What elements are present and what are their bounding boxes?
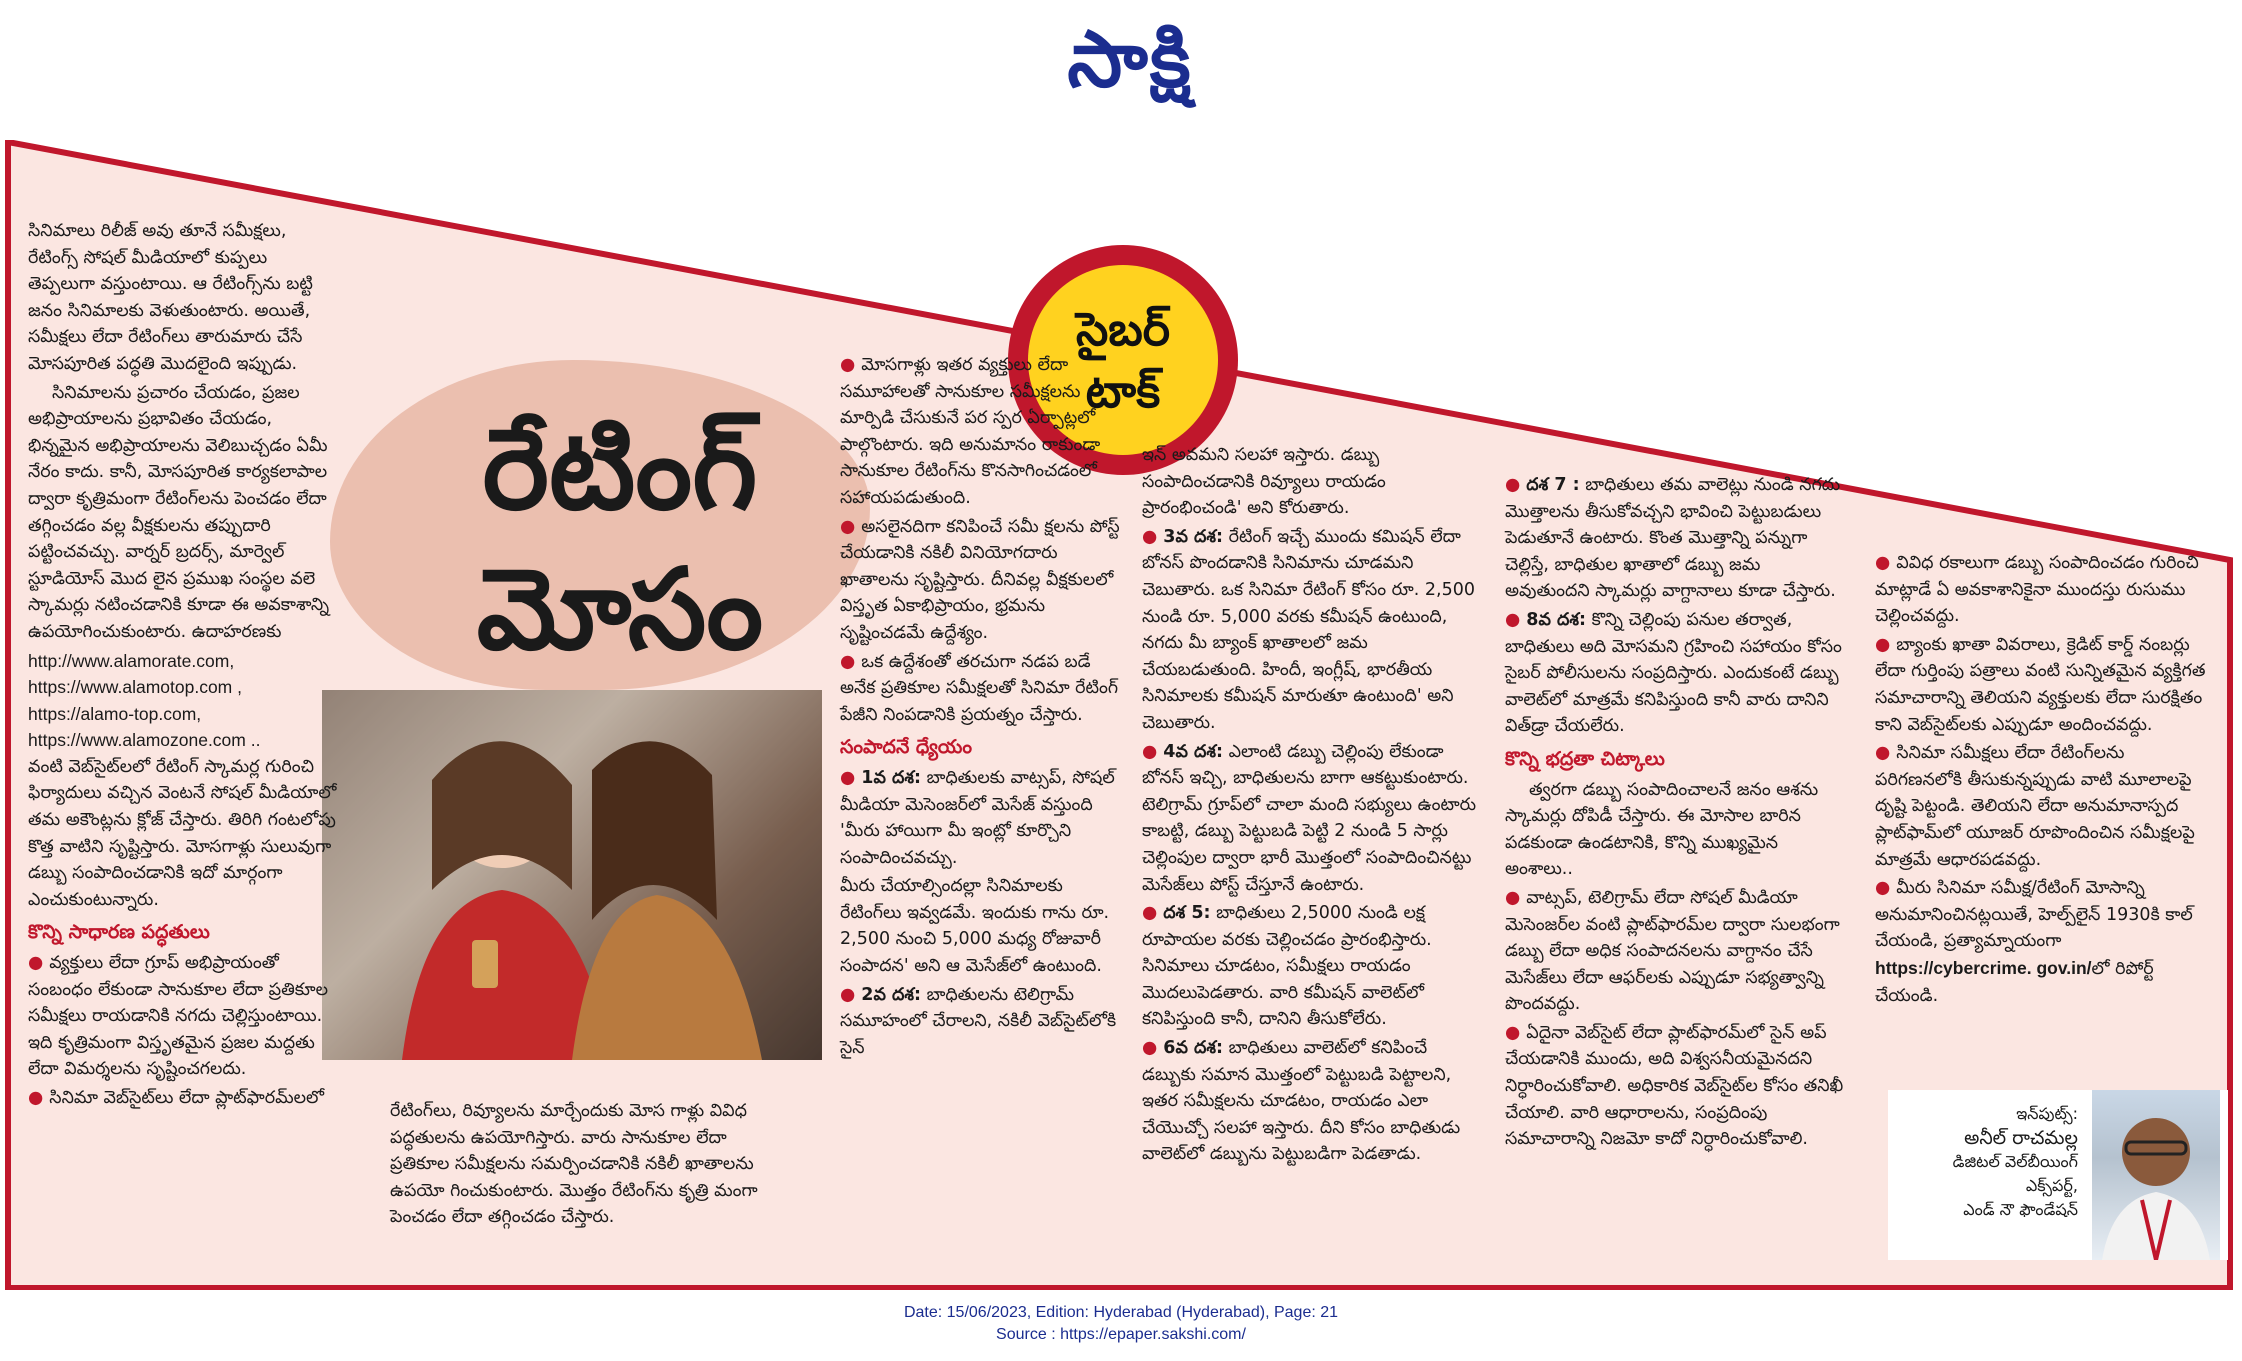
footer-date: Date: 15/06/2023, Edition: Hyderabad (Hyderabad), Page: 21: [903, 1304, 1339, 1321]
masthead-logo: సాక్షి: [1067, 15, 1193, 105]
step-item: మీరు చేయాల్సిందల్లా సినిమాలకు రేటింగ్‌లు ఇవ్వడమే. ఇందుకు గాను రూ. 2,500 నుంచి 5,000 మధ్య రోజువారీ సంపాదన' అని ఆ మెసేజ్‌లో ఉంటుంది.: [840, 876, 1110, 977]
step-item: ● దశ 7 : బాధితులు తమ వాలెట్లు నుండి నగదు మొత్తాలను తీసుకోవచ్చని భావించి పెట్టుబడులు పెడుతూనే ఉంటారు. కొంత మొత్తాన్ని పన్నుగా చెల్లిస్తే, బాధితుల ఖాతాలో డబ్బు జమ అవుతుందని స్కామర్లు వాగ్దానాలు కూడా చేస్తారు.: [1505, 475, 1841, 602]
bullet-item: ● వ్యక్తులు లేదా గ్రూప్ అభిప్రాయంతో సంబంధం లేకుండా సానుకూల లేదా ప్రతికూల సమీక్షలు రాయడానికి నగదు చెల్లిస్తుంటాయి. ఇది కృత్రిమంగా విస్తృతమైన ప్రజల మద్దతు లేదా విమర్శలను సృష్టించగలదు.: [28, 953, 328, 1080]
step-item: ● 4వ దశ: ఎలాంటి డబ్బు చెల్లింపు లేకుండా బోనస్ ఇచ్చి, బాధితులను బాగా ఆకట్టుకుంటారు. టెలిగ్రామ్ గ్రూప్‌లో చాలా మంది సభ్యులు ఉంటారు కాబట్టి, డబ్బు పెట్టుబడి పెట్టి 2 నుండి 5 సార్లు చెల్లింపుల ద్వారా భారీ మొత్తంలో సంపాదించినట్టు మెసేజ్‌లు పోస్ట్ చేస్తూనే ఉంటారు.: [1142, 741, 1477, 895]
column-2: [390, 1098, 770, 1233]
footer-source-url: Source : https://epaper.sakshi.com/: [996, 1326, 1246, 1343]
step-item: ● 6వ దశ: బాధితులు వాలెట్‌లో కనిపించే డబ్బుకు సమాన మొత్తంలో పెట్టుబడి పెట్టాలని, ఇతర సమీక్షలను చూడటం, రాయడం ఎలా చేయొచ్చో సలహా ఇస్తారు. దీని కోసం బాధితుడు వాలెట్‌లో డబ్బును పెట్టుబడిగా పెడతాడు.: [1142, 1038, 1461, 1165]
step-item: ఇన్ అవమని సలహా ఇస్తారు. డబ్బు సంపాదించడానికి రివ్యూలు రాయడం ప్రారంభించండి' అని కోరుతారు.: [1142, 445, 1386, 519]
author-photo: [2092, 1090, 2220, 1260]
author-credit: [1888, 1102, 2078, 1222]
bullet-item: ● వివిధ రకాలుగా డబ్బు సంపాదించడం గురించి మాట్లాడే ఏ అవకాశానికైనా ముందస్తు రుసుము చెల్లించవద్దు.: [1875, 553, 2199, 627]
footer-source: [0, 1302, 2242, 1346]
column-6: [1875, 550, 2215, 1011]
author-role: డిజిటల్ వెల్‌బీయింగ్: [1952, 1152, 2078, 1171]
step-item: ● దశ 5: బాధితులు 2,5000 నుండి లక్ష రూపాయల వరకు చెల్లించడం ప్రారంభిస్తారు. సినిమాలు చూడటం, సమీక్షలు రాయడం మొదలుపెడతారు. వారి కమీషన్ వాలెట్‌లో కనిపిస్తుంది కానీ, దానిని తీసుకోలేరు.: [1142, 903, 1432, 1030]
subheading-common-methods: కొన్ని సాధారణ పద్ధతులు: [28, 921, 210, 944]
bullet-item: ● మీరు సినిమా సమీక్ష/రేటింగ్ మోసాన్ని అనుమానించినట్లయితే, హెల్ప్‌లైన్ 1930కి కాల్ చేయండి, ప్రత్యామ్నాయంగా https://cybercrime. gov.in/లో రిపోర్ట్ చేయండి.: [1875, 878, 2193, 1006]
subheading-earning-goal: సంపాదనే ధ్యేయం: [840, 736, 972, 759]
author-name: అనీల్ రాచమల్ల: [1964, 1127, 2078, 1149]
bullet-item: ● మోసగాళ్లు ఇతర వ్యక్తులు లేదా సమూహాలతో సానుకూల సమీక్షలను మార్పిడి చేసుకునే పర స్పర ఏర్పాట్లలో పాల్గొంటారు. ఇది అనుమానం రాకుండా సానుకూల రేటింగ్‌ను కొనసాగించడంలో సహాయపడుతుంది.: [840, 355, 1101, 508]
url-1: http://www.alamorate.com,: [28, 650, 235, 671]
step-item: ● 3వ దశ: రేటింగ్ ఇచ్చే ముందు కమిషన్ లేదా బోనస్ పొందడానికి సినిమాను చూడమని చెబుతారు. ఒక సినిమా రేటింగ్ కోసం రూ. 2,500 నుండి రూ. 5,000 వరకు కమీషన్ ఉంటుంది, నగదు మీ బ్యాంక్ ఖాతాలలో జమ చేయబడుతుంది. హిందీ, ఇంగ్లీష్, భారతీయ సినిమాలకు కమీషన్ మారుతూ ఉంటుంది' అని చెబుతారు.: [1142, 526, 1475, 733]
step-item: ● 2వ దశ: బాధితులను టెలిగ్రామ్ సమూహంలో చేరాలని, నకిలీ వెబ్‌సైట్‌లోకి సైన్: [840, 984, 1117, 1058]
cybercrime-url: https://cybercrime. gov.in/: [1875, 957, 2092, 978]
author-org: ఎండ్ నౌ ఫౌండేషన్: [1963, 1200, 2078, 1219]
column-3: [840, 352, 1125, 1063]
bullet-item: ● వాట్సప్, టెలిగ్రామ్ లేదా సోషల్ మీడియా మెసెంజర్‌ల వంటి ప్లాట్‌ఫారమ్‌ల ద్వారా సులభంగా డబ్బు లేదా అధిక సంపాదనలను వాగ్దానం చేసే మెసేజ్‌లు లేదా ఆఫర్‌లకు ఎప్పుడూ సభ్యత్వాన్ని పొందవద్దు.: [1505, 887, 1840, 1015]
headline: [380, 400, 860, 680]
bullet-item: ● సినిమా వెబ్‌సైట్‌లు లేదా ప్లాట్‌ఫారమ్‌లలో: [28, 1088, 325, 1108]
article-photo: [322, 690, 822, 1060]
bullet-item: ● ఒక ఉద్దేశంతో తరచుగా నడప బడే అనేక ప్రతికూల సమీక్షలతో సినిమా రేటింగ్ పేజీని నింపడానికి ప్రయత్నం చేస్తారు.: [840, 651, 1119, 725]
badge-line2: టాక్: [1085, 364, 1161, 418]
step-item: ● 1వ దశ: బాధితులకు వాట్సప్, సోషల్ మీడియా మెసెంజర్‌లో మెసేజ్ వస్తుంది 'మీరు హాయిగా మీ ఇంట్లో కూర్చొని సంపాదించవచ్చు.: [840, 767, 1115, 868]
author-box: [1888, 1090, 2228, 1260]
column-1: [28, 218, 338, 1114]
url-2: https://www.alamotop.com ,: [28, 677, 242, 698]
subheading-safety-tips: కొన్ని భద్రతా చిట్కాలు: [1505, 747, 1665, 770]
paragraph-methods: రేటింగ్‌లు, రివ్యూలను మార్చేందుకు మోస గాళ్లు వివిధ పద్ధతులను ఉపయోగిస్తారు. వారు సానుకూల లేదా ప్రతికూల సమీక్షలను సమర్పించడానికి నకిలీ ఖాతాలను ఉపయో గించుకుంటారు. మొత్తం రేటింగ్‌ను కృత్రి మంగా పెంచడం లేదా తగ్గించడం చేస్తారు.: [390, 1101, 758, 1228]
url-4: https://www.alamozone.com ..: [28, 730, 261, 751]
bullet-item: ● అసలైనదిగా కనిపించే సమీ క్షలను పోస్ట్ చేయడానికి నకిలీ వినియోగదారు ఖాతాలను సృష్టిస్తారు. దీనివల్ల వీక్షకులలో విస్తృత ఏకాభిప్రాయం, భ్రమను సృష్టించడమే ఉద్దేశ్యం.: [840, 516, 1120, 643]
url-3: https://alamo-top.com,: [28, 703, 202, 724]
intro-paragraph: సినిమాలు రిలీజ్ అవు తూనే సమీక్షలు, రేటింగ్స్ సోషల్ మీడియాలో కుప్పలు తెప్పలుగా వస్తుంటాయి. ఆ రేటింగ్స్‌ను బట్టి జనం సినిమాలకు వెళుతుంటారు. అయితే, సమీక్షలు లేదా రేటింగ్‌లు తారుమారు చేసే మోసపూరిత పద్ధతి మొదలైంది ఇప్పుడు.: [28, 221, 313, 374]
safety-intro: త్వరగా డబ్బు సంపాదించాలనే జనం ఆశను స్కామర్లు దోపిడీ చేస్తారు. ఈ మోసాల బారిన పడకుండా ఉండటానికి, కొన్ని ముఖ్యమైన అంశాలు..: [1505, 779, 1819, 880]
column-5: [1505, 472, 1845, 1155]
headline-line1: రేటింగ్: [482, 405, 758, 535]
badge-line1: సైబర్: [1075, 302, 1171, 356]
step-item: ● 8వ దశ: కొన్ని చెల్లింపు పనుల తర్వాత, బాధితులు అది మోసమని గ్రహించి సహాయం కోసం సైబర్ పోలీసులను సంప్రదిస్తారు. ఎందుకంటే డబ్బు వాలెట్‌లో మాత్రమే కనిపిస్తుంది కానీ వారు దానిని విత్‌డ్రా చేయలేరు.: [1505, 609, 1842, 737]
bullet-item: ● సినిమా సమీక్షలు లేదా రేటింగ్‌లను పరిగణనలోకి తీసుకున్నప్పుడు వాటి మూలాలపై దృష్టి పెట్టండి. తెలియని లేదా అనుమానాస్పద ప్లాట్‌ఫామ్‌లో యూజర్ రూపొందించిన సమీక్షలపై మాత్రమే ఆధారపడవద్దు.: [1875, 743, 2195, 870]
paragraph-2: సినిమాలను ప్రచారం చేయడం, ప్రజల అభిప్రాయాలను ప్రభావితం చేయడం, భిన్నమైన అభిప్రాయాలను వెలిబుచ్చడం ఏమీ నేరం కాదు. కానీ, మోసపూరిత కార్యకలాపాల ద్వారా కృత్రిమంగా రేటింగ్‌లను పెంచడం లేదా తగ్గించడం వల్ల వీక్షకులను తప్పుదారి పట్టించవచ్చు. వార్నర్ బ్రదర్స్, మార్వెల్ స్టూడియోస్ మొద లైన ప్రముఖ సంస్థల వలె స్కామర్లు నటించడానికి కూడా ఈ అవకాశాన్ని ఉపయోగించుకుంటారు. ఉదాహరణకు: [28, 382, 330, 642]
two-women-phone-illustration: [322, 690, 822, 1060]
bullet-item: ● బ్యాంకు ఖాతా వివరాలు, క్రెడిట్ కార్డ్ నంబర్లు లేదా గుర్తింపు పత్రాలు వంటి సున్నితమైన వ్యక్తిగత సమాచారాన్ని తెలియని వ్యక్తులకు లేదా సురక్షితం కాని వెబ్‌సైట్‌లకు ఎప్పుడూ అందించవద్దు.: [1875, 634, 2206, 735]
column-4: [1142, 442, 1482, 1170]
author-label: ఇన్‌పుట్స్:: [2016, 1104, 2078, 1123]
headline-line2: మోసం: [476, 545, 764, 675]
bullet-item: ● ఏదైనా వెబ్‌సైట్ లేదా ప్లాట్‌ఫారమ్‌లో సైన్ అప్ చేయడానికి ముందు, అది విశ్వసనీయమైనదని నిర్ధారించుకోవాలి. అధికారిక వెబ్‌సైట్‌ల కోసం తనిఖీ చేయాలి. వారి ఆధారాలను, సంప్రదింపు సమాచారాన్ని నిజమో కాదో నిర్ధారించుకోవాలి.: [1505, 1022, 1844, 1150]
author-role-2: ఎక్స్‌పర్ట్,: [2025, 1176, 2078, 1195]
paragraph-3: వంటి వెబ్‌సైట్‌లలో రేటింగ్ స్కామర్ల గురించి ఫిర్యాదులు వచ్చిన వెంటనే సోషల్ మీడియాలో తమ అకౌంట్లను క్లోజ్ చేస్తారు. తిరిగి గంటలోపు కొత్త వాటిని సృష్టిస్తారు. మోసగాళ్లు సులువుగా డబ్బు సంపాదించడానికి ఇదో మార్గంగా ఎంచుకుంటున్నారు.: [28, 756, 337, 910]
